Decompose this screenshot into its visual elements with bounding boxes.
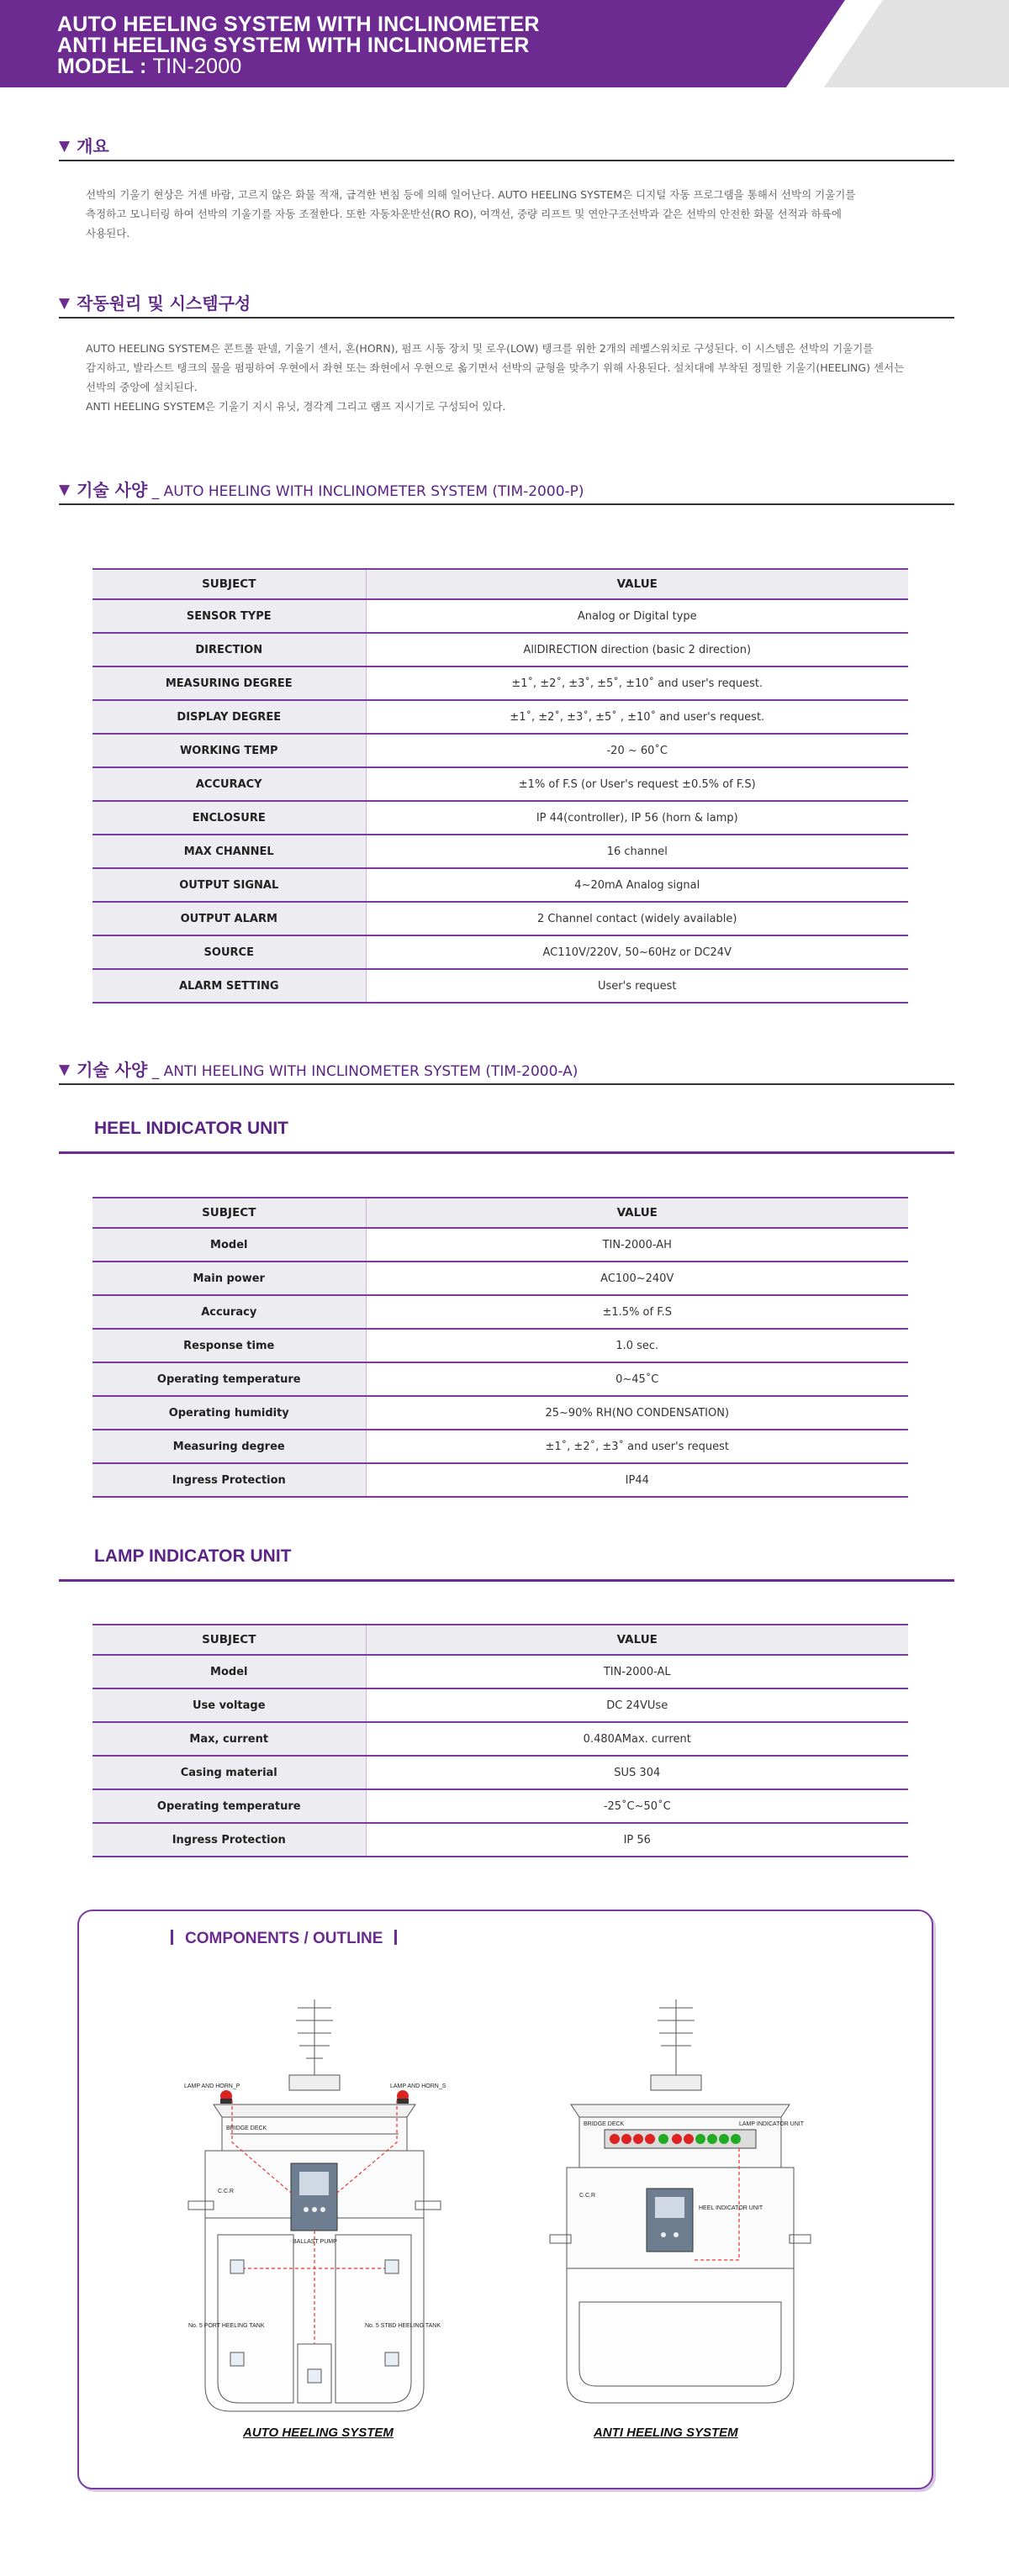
row-value: ±1˚, ±2˚, ±3˚, ±5˚, ±10˚ and user's request.: [366, 666, 908, 700]
principle-line: 감지하고, 발라스트 탱크의 물을 펌핑하여 우현에서 좌현 또는 좌현에서 우현으로 옮기면서 선박의 균형을 맞추기 위해 사용된다. 설치대에 부착된 정밀한 기울기(HEELING) 센서는: [86, 361, 905, 374]
ballast-pump-label: BALLAST PUMP: [293, 2239, 337, 2245]
table-header-row: [92, 1198, 908, 1228]
overview-line: 사용된다.: [86, 227, 130, 240]
lamp-unit-heading: [59, 1546, 954, 1582]
header-model: [57, 56, 540, 77]
lamp-horn-s-icon: [397, 2090, 409, 2104]
overview-line: 선박의 기울기 현상은 거센 바람, 고르지 않은 화물 적재, 급격한 변침 등에 의해 일어난다. AUTO HEELING SYSTEM은 디지털 자동 프로그램을 통해서 선박의 기울기를: [86, 188, 856, 201]
ccr-label: C.C.R: [218, 2189, 235, 2194]
col-subject: SUBJECT: [92, 1625, 366, 1655]
row-value: AC100~240V: [366, 1262, 908, 1295]
row-value: ±1˚, ±2˚, ±3˚, ±5˚ , ±10˚ and user's request.: [366, 700, 908, 734]
row-value: 0~45˚C: [366, 1362, 908, 1396]
triangle-icon: ▼: [59, 1061, 71, 1078]
table-row: [92, 1295, 908, 1329]
row-value: 4~20mA Analog signal: [366, 868, 908, 902]
row-subject: Model: [92, 1655, 366, 1688]
col-subject: SUBJECT: [92, 1198, 366, 1228]
table-row: [92, 700, 908, 734]
row-value: SUS 304: [366, 1756, 908, 1789]
row-subject: Model: [92, 1228, 366, 1262]
col-value: VALUE: [366, 569, 908, 599]
spec-anti-title: 기술 사양: [77, 1060, 148, 1080]
row-subject: ACCURACY: [92, 767, 366, 801]
row-subject: OUTPUT SIGNAL: [92, 868, 366, 902]
spec-auto-table: [92, 568, 908, 1004]
title-bar-left: [171, 1930, 173, 1945]
ccr-label-right: C.C.R: [579, 2193, 596, 2199]
page-header: [0, 0, 1009, 87]
header-line2: ANTI HEELING SYSTEM WITH INCLINOMETER: [57, 34, 530, 57]
row-value: AllDIRECTION direction (basic 2 direction): [366, 633, 908, 666]
row-subject: MAX CHANNEL: [92, 835, 366, 868]
row-subject: WORKING TEMP: [92, 734, 366, 767]
lamp-indicator-icon: [605, 2130, 756, 2148]
row-subject: Casing material: [92, 1756, 366, 1789]
row-value: ±1.5% of F.S: [366, 1295, 908, 1329]
row-subject: SENSOR TYPE: [92, 599, 366, 633]
table-row: [92, 1262, 908, 1295]
row-subject: DISPLAY DEGREE: [92, 700, 366, 734]
row-subject: MEASURING DEGREE: [92, 666, 366, 700]
lamp-indicator-label: LAMP INDICATOR UNIT: [739, 2121, 805, 2127]
bridge-deck-label-right: BRIDGE DECK: [584, 2121, 625, 2127]
overview-title: 개요: [77, 136, 109, 156]
triangle-icon: ▼: [59, 295, 71, 312]
row-subject: ENCLOSURE: [92, 801, 366, 835]
bridge-deck-label: BRIDGE DECK: [226, 2126, 267, 2131]
lamp-unit-table: [92, 1624, 908, 1857]
table-row: [92, 969, 908, 1003]
row-value: AC110V/220V, 50~60Hz or DC24V: [366, 935, 908, 969]
row-value: ±1˚, ±2˚, ±3˚ and user's request: [366, 1430, 908, 1463]
spec-auto-heading: [59, 477, 954, 505]
row-value: TIN-2000-AL: [366, 1655, 908, 1688]
row-value: User's request: [366, 969, 908, 1003]
row-subject: Operating temperature: [92, 1789, 366, 1823]
row-subject: Response time: [92, 1329, 366, 1362]
port-tank-label: No. 5 PORT HEELING TANK: [188, 2323, 265, 2329]
model-value: TIN-2000: [152, 55, 242, 78]
table-row: [92, 1823, 908, 1857]
row-subject: SOURCE: [92, 935, 366, 969]
principle-line: AUTO HEELING SYSTEM은 콘트롤 판넬, 기울기 센서, 혼(HORN), 펌프 시동 장치 및 로우(LOW) 탱크를 위한 2개의 레벨스위치로 구성된다. 이 시스템은 선박의 기울기를: [86, 342, 874, 355]
row-value: 2 Channel contact (widely available): [366, 902, 908, 935]
row-subject: OUTPUT ALARM: [92, 902, 366, 935]
table-row: [92, 734, 908, 767]
anti-heeling-caption: ANTI HEELING SYSTEM: [594, 2426, 738, 2440]
row-subject: Measuring degree: [92, 1430, 366, 1463]
table-row: [92, 801, 908, 835]
principle-line: ANTI HEELING SYSTEM은 기울기 지시 유닛, 경각계 그리고 램프 지시기로 구성되어 있다.: [86, 400, 506, 413]
table-row: [92, 767, 908, 801]
heel-unit-heading: [59, 1119, 954, 1154]
heel-unit-title: HEEL INDICATOR UNIT: [94, 1119, 289, 1138]
triangle-icon: ▼: [59, 482, 71, 498]
lamp-horn-s-label: LAMP AND HORN_S: [390, 2083, 446, 2089]
spec-anti-subtitle: _ ANTI HEELING WITH INCLINOMETER SYSTEM (TIM-2000-A): [147, 1063, 578, 1080]
row-value: Analog or Digital type: [366, 599, 908, 633]
table-row: [92, 1655, 908, 1688]
overview-heading: [59, 133, 954, 161]
row-value: 1.0 sec.: [366, 1329, 908, 1362]
header-title: [57, 14, 540, 77]
table-row: [92, 935, 908, 969]
header-line1: AUTO HEELING SYSTEM WITH INCLINOMETER: [57, 13, 540, 36]
overview-line: 측정하고 모니터링 하여 선박의 기울기를 자동 조절한다. 또한 자동차운반선(RO RO), 여객선, 중량 리프트 및 연안구조선박과 같은 선박의 안전한 화물 선적과 하륙에: [86, 208, 842, 220]
table-row: [92, 1789, 908, 1823]
row-subject: Ingress Protection: [92, 1463, 366, 1497]
table-row: [92, 1463, 908, 1497]
table-header-row: [92, 569, 908, 599]
components-title: [159, 1930, 409, 1948]
row-subject: Main power: [92, 1262, 366, 1295]
table-row: [92, 599, 908, 633]
row-value: -20 ~ 60˚C: [366, 734, 908, 767]
row-value: 0.480AMax. current: [366, 1722, 908, 1756]
table-row: [92, 1688, 908, 1722]
row-value: TIN-2000-AH: [366, 1228, 908, 1262]
table-header-row: [92, 1625, 908, 1655]
spec-auto-title: 기술 사양: [77, 480, 148, 500]
table-row: [92, 1430, 908, 1463]
col-value: VALUE: [366, 1625, 908, 1655]
table-row: [92, 666, 908, 700]
model-label: MODEL :: [57, 55, 153, 78]
col-value: VALUE: [366, 1198, 908, 1228]
triangle-icon: ▼: [59, 138, 71, 155]
table-row: [92, 1756, 908, 1789]
spec-anti-heading: [59, 1056, 954, 1085]
table-row: [92, 1228, 908, 1262]
principle-heading: [59, 290, 954, 319]
table-row: [92, 902, 908, 935]
row-value: 25~90% RH(NO CONDENSATION): [366, 1396, 908, 1430]
row-subject: Use voltage: [92, 1688, 366, 1722]
row-value: -25˚C~50˚C: [366, 1789, 908, 1823]
row-value: 16 channel: [366, 835, 908, 868]
spec-auto-body: [92, 599, 908, 1003]
table-row: [92, 1362, 908, 1396]
col-subject: SUBJECT: [92, 569, 366, 599]
row-value: IP 56: [366, 1823, 908, 1857]
table-row: [92, 1396, 908, 1430]
principle-line: 선박의 중앙에 설치된다.: [86, 381, 198, 393]
row-subject: Accuracy: [92, 1295, 366, 1329]
controller-panel-icon: [291, 2163, 337, 2231]
row-value: IP 44(controller), IP 56 (horn & lamp): [366, 801, 908, 835]
table-row: [92, 868, 908, 902]
table-row: [92, 835, 908, 868]
auto-heeling-diagram: [180, 1991, 449, 2428]
spec-auto-subtitle: _ AUTO HEELING WITH INCLINOMETER SYSTEM (TIM-2000-P): [147, 483, 584, 500]
table-row: [92, 1722, 908, 1756]
row-subject: Operating temperature: [92, 1362, 366, 1396]
row-subject: ALARM SETTING: [92, 969, 366, 1003]
lamp-unit-body: [92, 1655, 908, 1857]
row-value: IP44: [366, 1463, 908, 1497]
row-value: DC 24VUse: [366, 1688, 908, 1722]
heel-unit-table: [92, 1197, 908, 1498]
table-row: [92, 1329, 908, 1362]
row-subject: Operating humidity: [92, 1396, 366, 1430]
principle-title: 작동원리 및 시스템구성: [77, 293, 251, 313]
title-bar-right: [394, 1930, 397, 1945]
components-panel: [77, 1910, 933, 2489]
lamp-horn-p-icon: [220, 2090, 232, 2104]
anti-heeling-diagram: [546, 1991, 815, 2428]
components-title-text: COMPONENTS / OUTLINE: [185, 1930, 383, 1947]
row-value: ±1% of F.S (or User's request ±0.5% of F.S): [366, 767, 908, 801]
table-row: [92, 633, 908, 666]
row-subject: DIRECTION: [92, 633, 366, 666]
row-subject: Max, current: [92, 1722, 366, 1756]
row-subject: Ingress Protection: [92, 1823, 366, 1857]
overview-text: [86, 185, 927, 243]
lamp-unit-title: LAMP INDICATOR UNIT: [94, 1546, 292, 1566]
stbd-tank-label: No. 5 STBD HEELING TANK: [365, 2323, 441, 2329]
heel-indicator-label: HEEL INDICATOR UNIT: [699, 2205, 763, 2211]
auto-heeling-caption: AUTO HEELING SYSTEM: [243, 2426, 394, 2440]
heel-indicator-icon: [647, 2189, 693, 2252]
heel-unit-body: [92, 1228, 908, 1497]
principle-text: [86, 339, 927, 416]
lamp-horn-p-label: LAMP AND HORN_P: [184, 2083, 240, 2089]
